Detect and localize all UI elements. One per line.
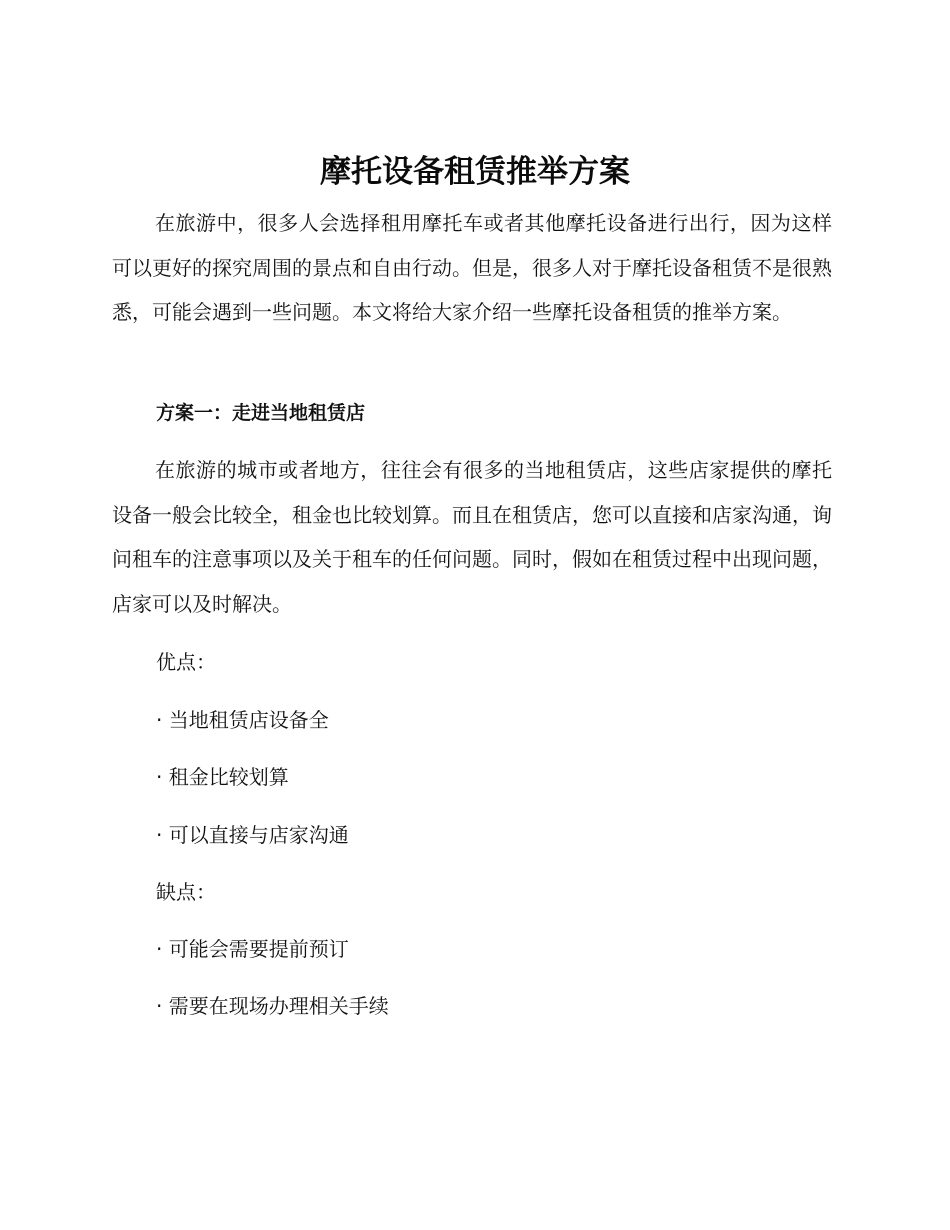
pros-label: 优点： xyxy=(156,650,216,674)
section1-heading: 方案一：走进当地租赁店 xyxy=(156,402,366,424)
section1-body-paragraph: 在旅游的城市或者地方，往往会有很多的当地租赁店，这些店家提供的摩托设备一般会比较全，租金也比较划算。而且在租赁店，您可以直接和店家沟通，询问租车的注意事项以及关于租车的任何问题。同时，假如在租赁过程中出现问题，店家可以及时解决。 xyxy=(112,458,832,616)
cons-list-item: · 可能会需要提前预订 xyxy=(156,937,349,961)
document-title: 摩托设备租赁推举方案 xyxy=(320,154,630,190)
pros-list-item: · 可以直接与店家沟通 xyxy=(156,823,349,847)
cons-list-item: · 需要在现场办理相关手续 xyxy=(156,994,389,1018)
cons-label: 缺点： xyxy=(156,880,216,904)
pros-list-item: · 租金比较划算 xyxy=(156,765,289,789)
pros-list-item: · 当地租赁店设备全 xyxy=(156,708,329,732)
intro-paragraph: 在旅游中，很多人会选择租用摩托车或者其他摩托设备进行出行，因为这样可以更好的探究周围的景点和自由行动。但是，很多人对于摩托设备租赁不是很熟悉，可能会遇到一些问题。本文将给大家介绍一些摩托设备租赁的推举方案。 xyxy=(112,211,832,324)
